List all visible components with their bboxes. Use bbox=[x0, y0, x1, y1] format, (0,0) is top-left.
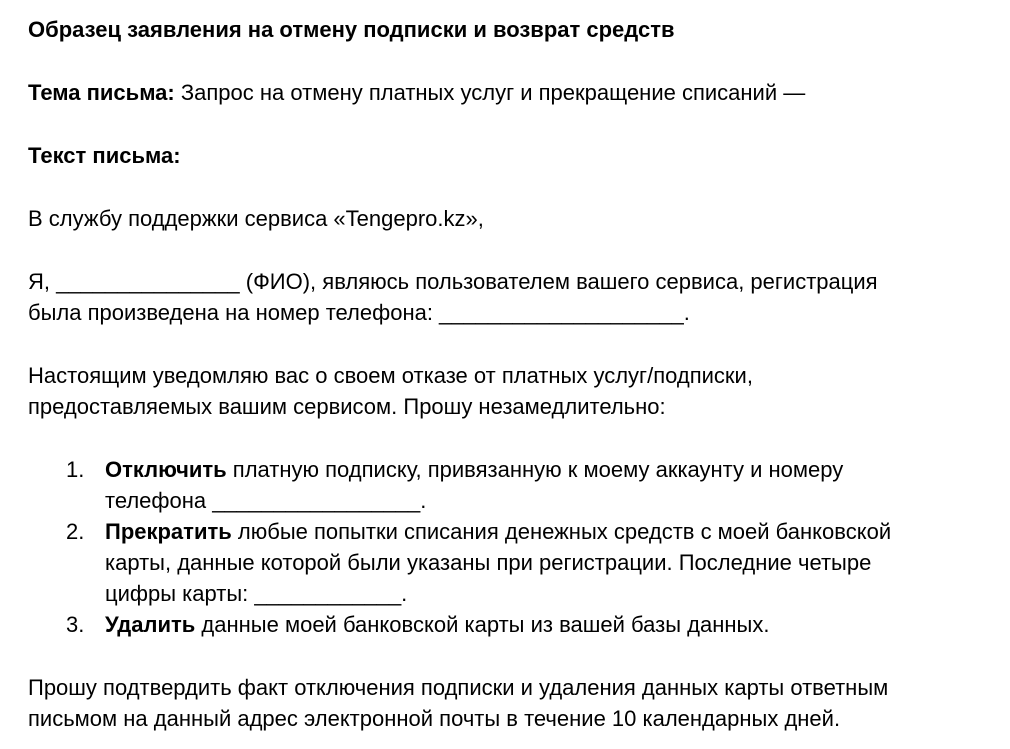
request-action: Удалить bbox=[105, 612, 196, 637]
closing-paragraph bbox=[28, 672, 998, 734]
list-item bbox=[28, 516, 998, 609]
spacer bbox=[28, 234, 998, 266]
intro-line-1: Я, _______________ (ФИО), являюсь пользователем вашего сервиса, регистрация bbox=[28, 269, 878, 294]
subject-line bbox=[28, 77, 998, 108]
list-number: 2. bbox=[66, 519, 85, 544]
request-action: Прекратить bbox=[105, 519, 232, 544]
request-text: платную подписку, привязанную к моему аккаунту и номеру bbox=[226, 457, 844, 482]
intro-line-2: была произведена на номер телефона: ____________________. bbox=[28, 300, 690, 325]
notice-paragraph bbox=[28, 360, 998, 422]
list-number: 1. bbox=[66, 457, 85, 482]
closing-line-1: Прошу подтвердить факт отключения подписки и удаления данных карты ответным bbox=[28, 675, 889, 700]
document bbox=[28, 14, 998, 734]
spacer bbox=[28, 640, 998, 672]
spacer bbox=[28, 45, 998, 77]
body-label: Текст письма: bbox=[28, 143, 181, 168]
list-item bbox=[28, 454, 998, 516]
list-number: 3. bbox=[66, 612, 85, 637]
notice-line-2: предоставляемых вашим сервисом. Прошу незамедлительно: bbox=[28, 394, 666, 419]
request-text: данные моей банковской карты из вашей базы данных. bbox=[195, 612, 770, 637]
request-text-cont: телефона _________________. bbox=[105, 488, 427, 513]
request-list bbox=[28, 454, 998, 640]
spacer bbox=[28, 108, 998, 140]
subject-label: Тема письма: bbox=[28, 80, 175, 105]
spacer bbox=[28, 171, 998, 203]
request-action: Отключить bbox=[105, 457, 227, 482]
document-title: Образец заявления на отмену подписки и возврат средств bbox=[28, 17, 675, 42]
spacer bbox=[28, 328, 998, 360]
request-text-cont: карты, данные которой были указаны при регистрации. Последние четыре bbox=[105, 550, 872, 575]
greeting: В службу поддержки сервиса «Tengepro.kz», bbox=[28, 206, 484, 231]
list-item bbox=[28, 609, 998, 640]
notice-line-1: Настоящим уведомляю вас о своем отказе от платных услуг/подписки, bbox=[28, 363, 753, 388]
spacer bbox=[28, 422, 998, 454]
intro-paragraph bbox=[28, 266, 998, 328]
subject-text: Запрос на отмену платных услуг и прекращение списаний — bbox=[174, 80, 806, 105]
closing-line-2: письмом на данный адрес электронной почты в течение 10 календарных дней. bbox=[28, 706, 841, 731]
request-text-cont: цифры карты: ____________. bbox=[105, 581, 408, 606]
request-text: любые попытки списания денежных средств с моей банковской bbox=[231, 519, 892, 544]
